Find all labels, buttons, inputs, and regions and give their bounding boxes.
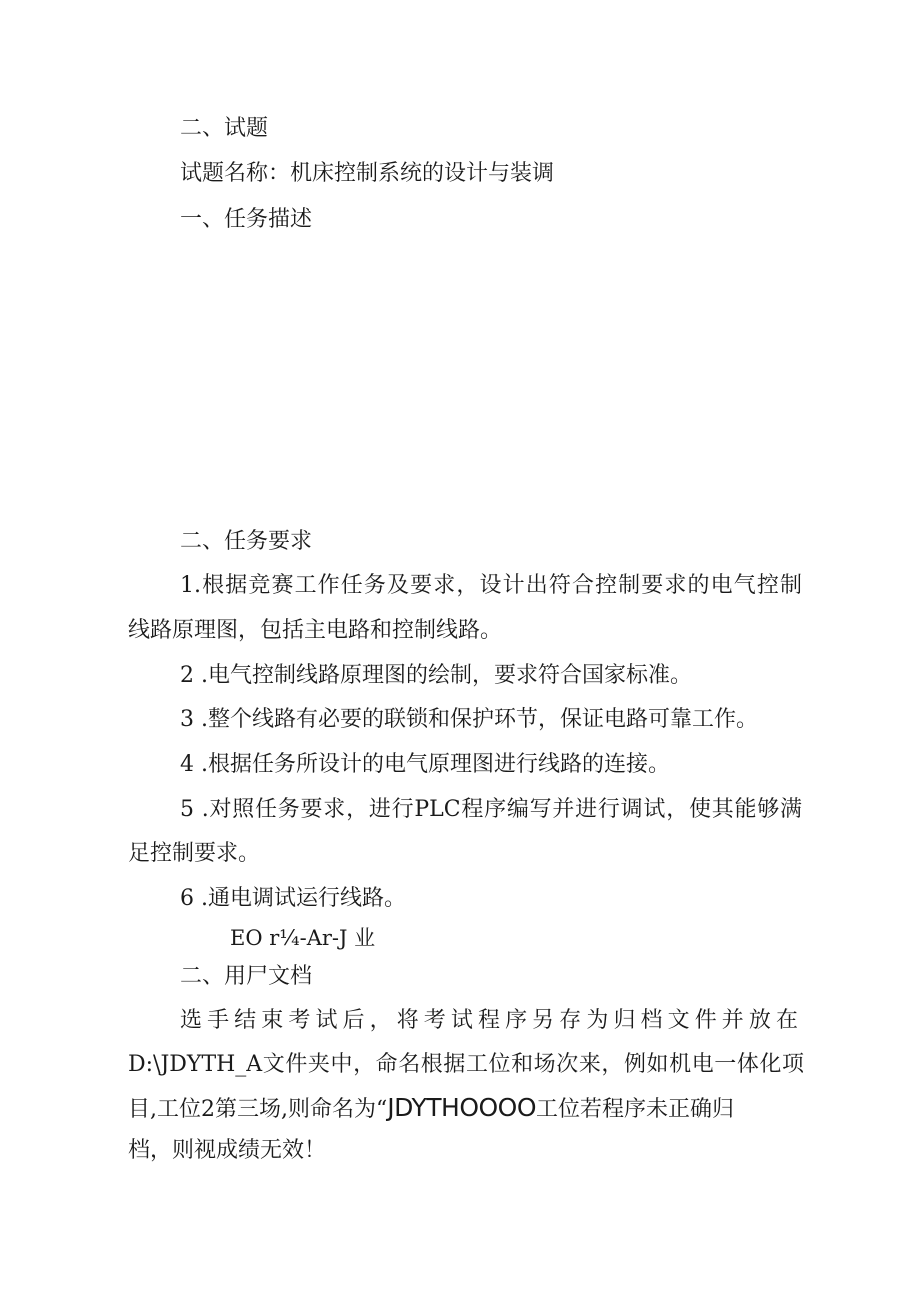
exam-title: 试题名称：机床控制系统的设计与装调 bbox=[180, 161, 555, 186]
requirement-6: 6 .通电调试运行线路。 bbox=[180, 886, 406, 911]
requirement-4: 4 .根据任务所设计的电气原理图进行线路的连接。 bbox=[180, 752, 670, 777]
requirement-3: 3 .整个线路有必要的联锁和保护环节，保证电路可靠工作。 bbox=[180, 707, 758, 732]
section-heading-exam: 二、试题 bbox=[180, 116, 269, 141]
paragraph-line-2: D:\JDYTH_A文件夹中，命名根据工位和场次来，例如机电一体化项 bbox=[128, 1052, 804, 1077]
section-heading-task-requirements: 二、任务要求 bbox=[180, 529, 313, 554]
garbled-heading-text: EO r¼-Ar-J 业 bbox=[230, 926, 376, 950]
requirement-5-line-1: 5 .对照任务要求，进行PLC程序编写并进行调试，使其能够满 bbox=[180, 797, 802, 822]
requirement-1-line-2: 线路原理图，包括主电路和控制线路。 bbox=[128, 618, 503, 643]
section-heading-user-documents: 二、用尸文档 bbox=[180, 964, 313, 989]
paragraph-line-3-part-c: 工位若程序未正确归 bbox=[536, 1097, 735, 1122]
requirement-5-line-2: 足控制要求。 bbox=[128, 841, 261, 866]
paragraph-line-3-code: JDYTHOOOO bbox=[387, 1093, 537, 1122]
paragraph-line-1: 选手结束考试后，将考试程序另存为归档文件并放在 bbox=[180, 1008, 802, 1033]
paragraph-line-4: 档，则视成绩无效！ bbox=[128, 1138, 327, 1163]
paragraph-line-3 bbox=[128, 1093, 804, 1125]
section-heading-task-description: 一、任务描述 bbox=[180, 207, 313, 232]
requirement-2: 2 .电气控制线路原理图的绘制，要求符合国家标准。 bbox=[180, 663, 692, 688]
requirement-1-line-1: 1.根据竞赛工作任务及要求，设计出符合控制要求的电气控制 bbox=[180, 573, 802, 598]
paragraph-line-3-part-a: 目,工位2第三场,则命名为“ bbox=[128, 1097, 388, 1122]
